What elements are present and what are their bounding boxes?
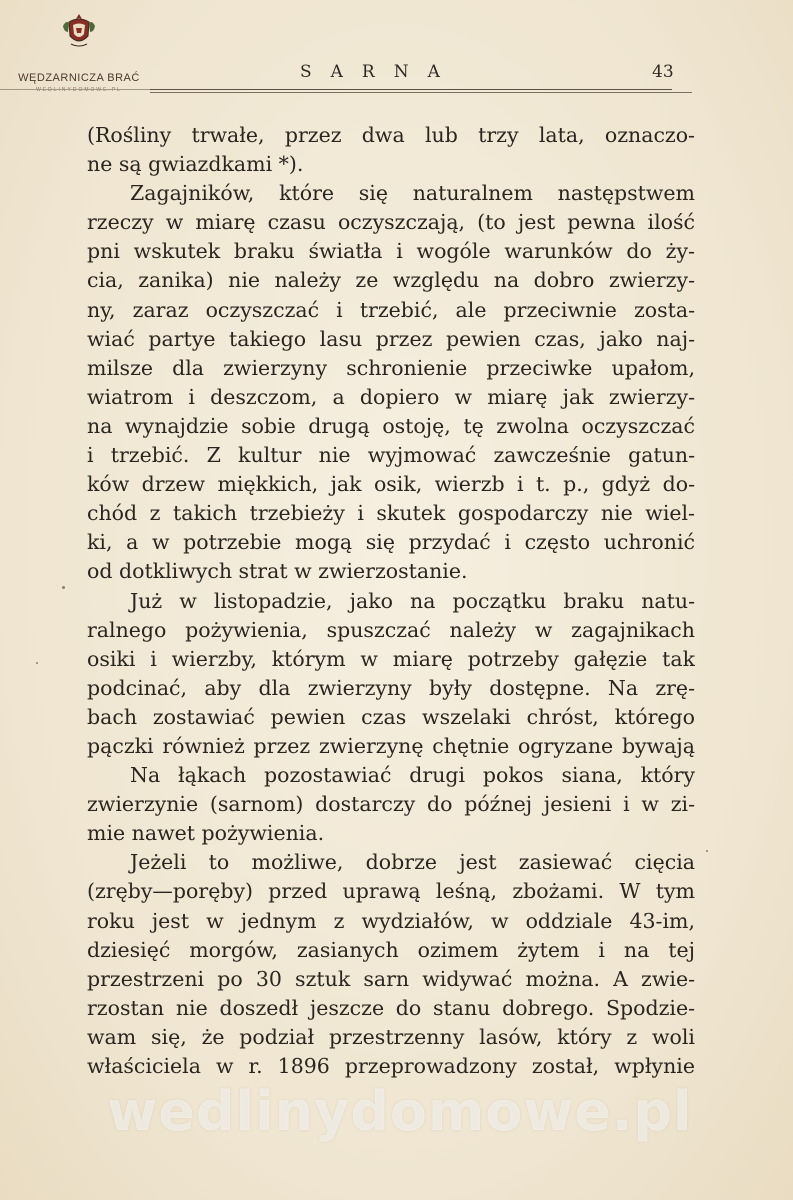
text-line: rzostan nie doszedł jeszcze do stanu dobrego. Spodzie-	[87, 995, 695, 1020]
text-line: ki, a w potrzebie mogą się przydać i często uchronić	[87, 530, 695, 555]
text-line: ków drzew miękkich, jak osik, wierzb i t. p., gdyż do-	[87, 472, 695, 497]
text-line: przestrzeni po 30 sztuk sarn widywać można. A zwie-	[87, 966, 695, 991]
paper-speck	[36, 662, 38, 664]
text-line: osiki i wierzby, którym w miarę potrzeby gałęzie tak	[87, 646, 695, 671]
text-line: roku jest w jednym z wydziałów, w oddziale 43-im,	[87, 908, 695, 933]
publisher-logo	[14, 10, 144, 93]
text-line: na wynajdzie sobie drugą ostoję, tę zwolna oczyszczać	[87, 413, 695, 438]
coat-of-arms-icon	[57, 10, 101, 50]
text-line: i trzebić. Z kultur nie wyjmować zawcześnie gatun-	[87, 443, 695, 468]
header-rule	[150, 89, 672, 90]
text-line: podcinać, aby dla zwierzyny były dostępne. Na zrę-	[87, 675, 695, 700]
running-title: SARNA	[300, 62, 459, 82]
logo-url: WEDLINYDOMOWE.PL	[36, 87, 122, 93]
text-line: milsze dla zwierzyny schronienie przeciwke upałom,	[87, 355, 695, 380]
text-line: od dotkliwych strat w zwierzostanie.	[87, 559, 468, 584]
text-line: mie nawet pożywienia.	[87, 821, 325, 846]
text-line: pączki również przez zwierzynę chętnie ogryzane bywają	[87, 733, 695, 758]
paper-speck	[706, 850, 708, 852]
text-line: rzeczy w miarę czasu oczyszczają, (to jest pewna ilość	[87, 210, 695, 235]
text-line: ne są gwiazdkami *).	[87, 152, 304, 177]
text-line: cia, zanika) nie należy ze względu na dobro zwierzy-	[87, 268, 695, 293]
text-line: wiatrom i deszczom, a dopiero w miarę jak zwierzy-	[87, 384, 695, 409]
watermark: wedlinydomowe.pl	[107, 1080, 693, 1143]
text-line: Już w listopadzie, jako na początku braku natu-	[130, 588, 695, 613]
text-line: ralnego pożywienia, spuszczać należy w zagajnikach	[87, 617, 695, 642]
logo-name: WĘDZARNICZA BRAĆ	[18, 72, 140, 84]
text-line: pni wskutek braku światła i wogóle warunków do ży-	[87, 239, 695, 264]
text-line: (zręby—poręby) przed uprawą leśną, zbożami. W tym	[87, 879, 695, 904]
text-line: (Rośliny trwałe, przez dwa lub trzy lata, oznaczo-	[87, 123, 695, 147]
text-line: ny, zaraz oczyszczać i trzebić, ale przeciwnie zosta-	[87, 297, 695, 322]
logo-divider	[0, 89, 150, 90]
header-rule-double	[150, 92, 692, 93]
text-line: zwierzynie (sarnom) dostarczy do późnej jesieni i w zi-	[87, 792, 695, 817]
text-line: bach zostawiać pewien czas wszelaki chróst, którego	[87, 704, 695, 729]
text-line: wiać partye takiego lasu przez pewien czas, jako naj-	[87, 326, 695, 351]
text-line: wam się, że podział przestrzenny lasów, który z woli	[87, 1024, 695, 1049]
text-line: właściciela w r. 1896 przeprowadzony został, wpłynie	[87, 1054, 695, 1078]
text-line: Jeżeli to możliwe, dobrze jest zasiewać cięcia	[130, 850, 695, 875]
paper-speck	[62, 586, 65, 589]
text-line: dziesięć morgów, zasianych ozimem żytem i na tej	[87, 937, 695, 962]
text-line: Zagajników, które się naturalnem następstwem	[130, 181, 695, 206]
text-line: Na łąkach pozostawiać drugi pokos siana, który	[130, 763, 695, 788]
text-line: chód z takich trzebieży i skutek gospodarczy nie wiel-	[87, 501, 695, 526]
page-number: 43	[652, 62, 674, 82]
body-text	[87, 121, 695, 1081]
